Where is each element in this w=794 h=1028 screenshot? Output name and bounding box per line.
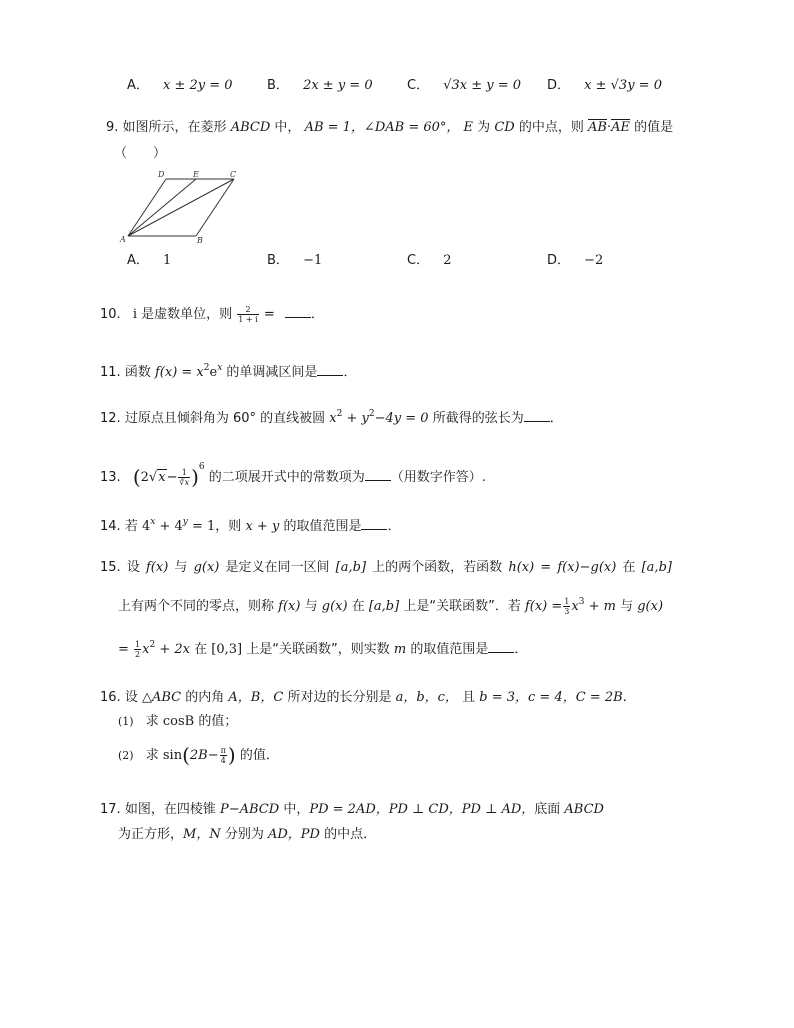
term: + 2x [155, 642, 190, 657]
q17-text: 为正方形， [118, 827, 184, 842]
q15-line1 [100, 559, 672, 577]
label-d: D [158, 170, 165, 179]
segment-ae [128, 179, 196, 236]
label-b: B [197, 236, 203, 245]
function-g: g(x) [637, 599, 664, 614]
q12-text: 所截得的弦长为 [432, 411, 524, 426]
interval: [0,3] [211, 642, 243, 657]
equals: = [118, 642, 129, 657]
answer-blank[interactable] [285, 305, 311, 318]
q15-text: 上是“关联函数”．若 [403, 599, 521, 614]
option-expr: x ± √3y = 0 [584, 78, 662, 93]
option-value: 2 [443, 253, 452, 268]
denominator: 1 + i [238, 315, 258, 324]
sides: a，b，c， [395, 690, 458, 705]
q13-text: 的二项展开式中的常数项为 [208, 470, 365, 485]
q15-text: 在 [351, 599, 365, 614]
question-number: 11. [100, 365, 121, 380]
option-label: C． [407, 253, 430, 268]
function-expr: f(x) = x [154, 365, 204, 380]
q14-text: 若 [124, 519, 138, 534]
q8-option-b [267, 77, 373, 95]
points: M，N [183, 827, 221, 842]
option-label: C． [407, 78, 430, 93]
q11-stem: 11. 函数 $f(x) = x^2e^x$ 的单调减区间是 ． [100, 363, 357, 380]
q9-segment: CD [494, 120, 515, 135]
variable: x [571, 599, 579, 614]
side-da [128, 179, 166, 236]
sub-number: (1) [118, 715, 134, 728]
question-number: 15. [100, 560, 121, 575]
q9-stem [106, 119, 673, 137]
q9-option-c [407, 252, 452, 270]
option-label: D． [547, 253, 571, 268]
q9-option-d [547, 252, 603, 270]
base: 4 [141, 519, 151, 534]
q17-line2 [118, 826, 376, 844]
exponent: 3 [578, 597, 585, 607]
function-g: g(x) [321, 599, 348, 614]
label-c: C [230, 170, 237, 179]
q15-text: 上有两个不同的零点，则称 [118, 599, 275, 614]
label-e: E [193, 170, 199, 179]
question-number: 12. [100, 411, 121, 426]
fraction [563, 597, 570, 616]
radicand: x [184, 478, 190, 487]
interval: [a,b] [335, 560, 367, 575]
denominator: 4 [220, 756, 226, 765]
q10-stem: 10. i 是虚数单位，则 $\frac{2}{1 + i}$ = ． [100, 305, 324, 324]
vector-ae: AE [611, 120, 630, 135]
dot-operator: · [606, 120, 612, 135]
q13-note: （用数字作答）. [390, 470, 486, 485]
q11-text: 的单调减区间是 [226, 365, 318, 380]
imaginary-unit: i [132, 307, 137, 322]
question-number: 9. [106, 120, 119, 135]
angles: A，B，C [228, 690, 284, 705]
pyramid: P−ABCD [219, 802, 280, 817]
function-f: f(x) = [524, 599, 563, 614]
question-number: 10. [100, 307, 121, 322]
variable-m: m [393, 642, 407, 657]
exponent: 2 [149, 640, 156, 650]
diagonal-ac [128, 179, 234, 236]
condition: b = 3，c = 4，C = 2B． [479, 690, 636, 705]
q11-text: 函数 [124, 365, 151, 380]
option-expr: x ± 2y = 0 [163, 78, 233, 93]
q14-text: 的取值范围是 [283, 519, 362, 534]
rhombus-figure [118, 168, 252, 248]
interval: [a,b] [641, 560, 672, 575]
option-label: B． [267, 253, 289, 268]
denominator: ∛x [179, 478, 190, 487]
q12-text: 过原点且倾斜角为 60° 的直线被圆 [124, 411, 326, 426]
question-number: 16. [100, 690, 121, 705]
q15-text: 在 [622, 560, 636, 575]
base: + 4 [155, 519, 183, 534]
fraction [237, 305, 258, 324]
exponent: x [150, 517, 156, 527]
option-label: D． [547, 78, 571, 93]
option-value: −1 [303, 253, 323, 268]
q9-condition: AB = 1，∠DAB = 60°， [304, 120, 460, 135]
q9-point: E [463, 120, 474, 135]
q17-text: 的中点． [324, 827, 377, 842]
q9-text: 如图所示，在菱形 [122, 120, 227, 135]
minus: − [166, 470, 178, 485]
q9-text: 为 [477, 120, 491, 135]
q16-text: 设 [124, 690, 138, 705]
fraction [178, 468, 190, 487]
numerator: 2 [237, 305, 258, 315]
q16-sub2: (2) 求 sin(2B− $\frac{\pi}{4}$ ) 的值． [118, 743, 279, 767]
function-h: h(x) = f(x)−g(x) [508, 560, 617, 575]
variable: x [142, 642, 150, 657]
function-f: f(x) [145, 560, 169, 575]
radicand: x [158, 470, 166, 485]
denominator: 3 [564, 607, 570, 616]
numerator: 1 [178, 468, 190, 478]
fraction [134, 640, 141, 659]
q16-text: 的值； [198, 714, 238, 729]
option-label: A． [127, 78, 149, 93]
coefficient: 2 [140, 470, 149, 485]
option-expr: 2x ± y = 0 [303, 78, 373, 93]
q15-text: 与 [174, 560, 188, 575]
q15-line2 [118, 593, 663, 616]
circle-eq: x [329, 411, 337, 426]
interval: [a,b] [368, 599, 400, 614]
q8-option-a [127, 77, 233, 95]
function-f: f(x) [278, 599, 301, 614]
q10-text: 是虚数单位，则 [141, 307, 233, 322]
q9-text: 的值是 [634, 120, 674, 135]
q17-text: 中， [283, 802, 310, 817]
side-bc [196, 179, 234, 236]
q16-sub1 [118, 713, 237, 731]
q15-text: 与 [304, 599, 318, 614]
answer-blank[interactable] [361, 517, 387, 530]
option-value: −2 [584, 253, 604, 268]
q13-stem: 13. (2√x− $\frac{1}{∛x}$ )$^6$ 的二项展开式中的常数项为 （用数字作答）. [100, 462, 486, 489]
q12-stem: 12. 过原点且倾斜角为 60° 的直线被圆 $x^2 + y^2-4y = 0$ 所截得的弦长为 ． [100, 409, 563, 426]
condition: PD = 2AD，PD ⊥ CD，PD ⊥ AD， [309, 802, 535, 817]
q14-stem: 14. 若 $4^x + 4^y = 1$，则 x + y 的取值范围是 ． [100, 517, 401, 534]
exponent: 6 [198, 462, 205, 472]
q17-text: 如图，在四棱锥 [124, 802, 216, 817]
q16-text: 求 [145, 714, 159, 729]
label-a: A [120, 235, 126, 244]
base-shape: ABCD [564, 802, 604, 817]
sin-argument: 2B− [189, 748, 219, 763]
sin-function: sin [162, 748, 183, 763]
triangle: △ABC [141, 690, 182, 705]
q9-text: 的中点，则 [518, 120, 584, 135]
numerator: 1 [564, 597, 570, 606]
exponent: 2 [368, 409, 375, 419]
answer-blank[interactable] [488, 640, 514, 653]
option-label: A． [127, 253, 149, 268]
vector-ab: AB [588, 120, 607, 135]
q16-text: 的内角 [185, 690, 225, 705]
option-expr: √3x ± y = 0 [443, 78, 522, 93]
option-label: B． [267, 78, 289, 93]
numerator: 1 [135, 640, 141, 649]
q17-text: 底面 [534, 802, 561, 817]
q9-option-b [267, 252, 322, 270]
exponent: x [217, 363, 223, 373]
term: + m [584, 599, 616, 614]
exponent: 2 [203, 363, 210, 373]
exponent: 2 [336, 409, 343, 419]
q15-text: 上的两个函数，若函数 [372, 560, 503, 575]
answer-blank[interactable] [317, 363, 343, 376]
q15-line3: = $\frac{1}{2}$ $x^2 + 2x$ 在 [0,3] 上是“关联函数”，则实数 m 的取值范围是 ． [118, 640, 528, 659]
circle-eq: −4y = 0 [374, 411, 429, 426]
q16-stem [100, 689, 636, 707]
denominator: 2 [135, 650, 141, 659]
q8-option-d [547, 77, 662, 95]
q15-text: 上是“关联函数”，则实数 [246, 642, 390, 657]
function-g: g(x) [193, 560, 220, 575]
q15-text: 是定义在同一区间 [225, 560, 330, 575]
q9-shape: ABCD [230, 120, 271, 135]
option-value: 1 [163, 253, 172, 268]
sub-number: (2) [118, 749, 134, 762]
segments: AD，PD [268, 827, 320, 842]
q15-text: 设 [126, 560, 140, 575]
answer-blank[interactable] [524, 409, 550, 422]
question-number: 14. [100, 519, 121, 534]
question-number: 17. [100, 802, 121, 817]
q15-text: 与 [620, 599, 634, 614]
sum-expr: x + y [245, 519, 280, 534]
q9-option-a [127, 252, 171, 270]
cos-expr: cosB [162, 714, 195, 729]
q16-text: 所对边的长分别是 [287, 690, 392, 705]
q8-option-c [407, 77, 521, 95]
q17-text: 分别为 [224, 827, 264, 842]
exponent: y [182, 517, 188, 527]
fraction [220, 746, 227, 765]
q17-stem [100, 801, 604, 819]
euler-e: e [209, 365, 218, 380]
equals: = [263, 307, 275, 322]
equation-rhs: = 1，则 [187, 519, 242, 534]
q9-answer-paren: （ ） [114, 146, 167, 161]
numerator: π [220, 746, 226, 755]
q15-text: 在 [194, 642, 208, 657]
q16-text: 的值． [239, 748, 279, 763]
q15-text: 的取值范围是 [410, 642, 489, 657]
q16-text: 求 [145, 748, 159, 763]
q9-text: 中， [274, 120, 301, 135]
answer-blank[interactable] [365, 468, 391, 481]
rhombus-lines [128, 179, 234, 236]
q16-text: 且 [462, 690, 476, 705]
circle-eq: + y [342, 411, 369, 426]
question-number: 13. [100, 470, 121, 485]
